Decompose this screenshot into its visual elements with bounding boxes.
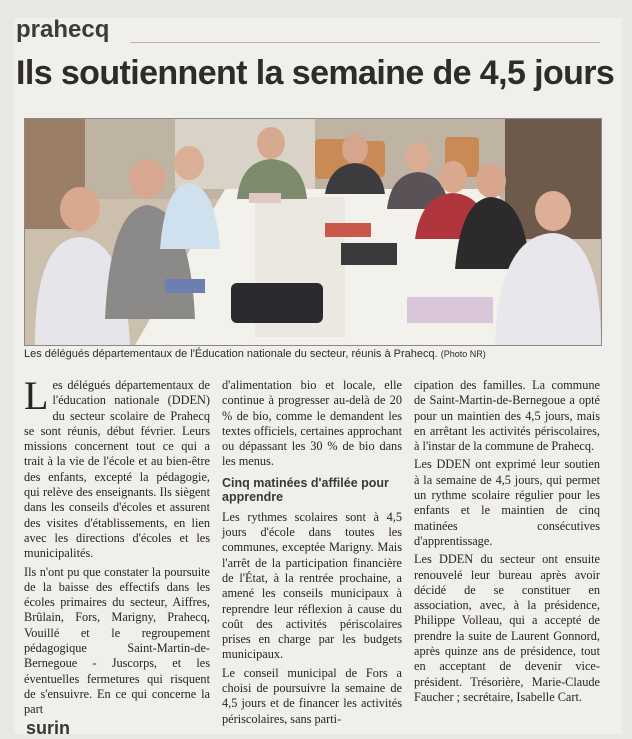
photo-caption bbox=[24, 348, 614, 360]
paragraph: Ils n'ont pu que constater la poursuite de la baisse des effectifs dans les écoles primaires du secteur, Aiffres, Brûlain, Fors, Marigny, Prahecq, Vouillé et le regroupement pédagogique Saint-Martin-de-Bernegoue - Juscorps, et les éventuelles fermetures qui risquent de s'ensuivre. En ce qui concerne la part bbox=[24, 564, 210, 717]
drop-cap: L bbox=[24, 373, 49, 418]
caption-text: Les délégués départementaux de l'Éducation nationale du secteur, réunis à Prahecq. bbox=[24, 348, 438, 360]
headline: Ils soutiennent la semaine de 4,5 jours bbox=[16, 54, 615, 92]
paragraph bbox=[24, 373, 210, 562]
next-article-heading: surin bbox=[26, 718, 71, 738]
article-column-1 bbox=[24, 373, 210, 721]
section-label: prahecq bbox=[16, 16, 110, 43]
subheading: Cinq matinées d'affilée pour apprendre bbox=[222, 475, 389, 504]
paragraph-text: es délégués départementaux de l'éducation nationale (DDEN) du secteur scolaire de Prahecq se sont réunis, début février. Leurs missions concernent tout ce qui a trait à la vie de l'école et au bien-être des enfants, excepté la pédagogie, qui relève des enseignants. Ils siègent dans les conseils d'écoles et assurent des visites d'établissements, en lien avec les directions d'écoles et les municipalités. bbox=[24, 378, 210, 561]
paragraph: d'alimentation bio et locale, elle continue à progresser au-delà de 20 % de bio, comme le demandent les textes officiels, certaines approchant ou dépassant les 30 % de bio dans les menus. bbox=[222, 378, 402, 469]
paragraph: Les DDEN ont exprimé leur soutien à la semaine de 4,5 jours, qui permet un rythme scolaire régulier pour les enfants et le maintien de cinq matinées consécutives d'apprentissage. bbox=[414, 457, 600, 548]
paragraph: Le conseil municipal de Fors a choisi de poursuivre la semaine de 4,5 jours et de financer les activités périscolaires, sans parti- bbox=[222, 665, 402, 726]
photo-credit: (Photo NR) bbox=[440, 349, 486, 359]
section-rule bbox=[130, 42, 600, 43]
article-column-3 bbox=[414, 378, 600, 708]
article-column-2 bbox=[222, 378, 402, 730]
group-photo bbox=[24, 118, 602, 346]
paragraph: cipation des familles. La commune de Saint-Martin-de-Bernegoue a opté pour un maintien des 4,5 jours, mais en arrêtant les activités périscolaires, à l'instar de la commune de Prahecq. bbox=[414, 378, 600, 454]
paragraph: Les DDEN du secteur ont ensuite renouvelé leur bureau après avoir décidé de se constituer en association, avec, à la présidence, Philippe Volleau, qui a accepté de prendre la suite de Laurent Gonnord, après quinze ans de présidence, tout en acceptant de devenir vice-président. Trésorière, Marie-Claude Faucher ; secrétaire, Isabelle Cart. bbox=[414, 552, 600, 704]
paragraph: Les rythmes scolaires sont à 4,5 jours d'école dans toutes les communes, exceptée Marigny. Mais l'arrêt de la participation financière de l'État, à la rentrée prochaine, a amené les conseils municipaux à reprendre leur réflexion à cause du coût des activités périscolaires prises en charge par les budgets municipaux. bbox=[222, 509, 402, 662]
